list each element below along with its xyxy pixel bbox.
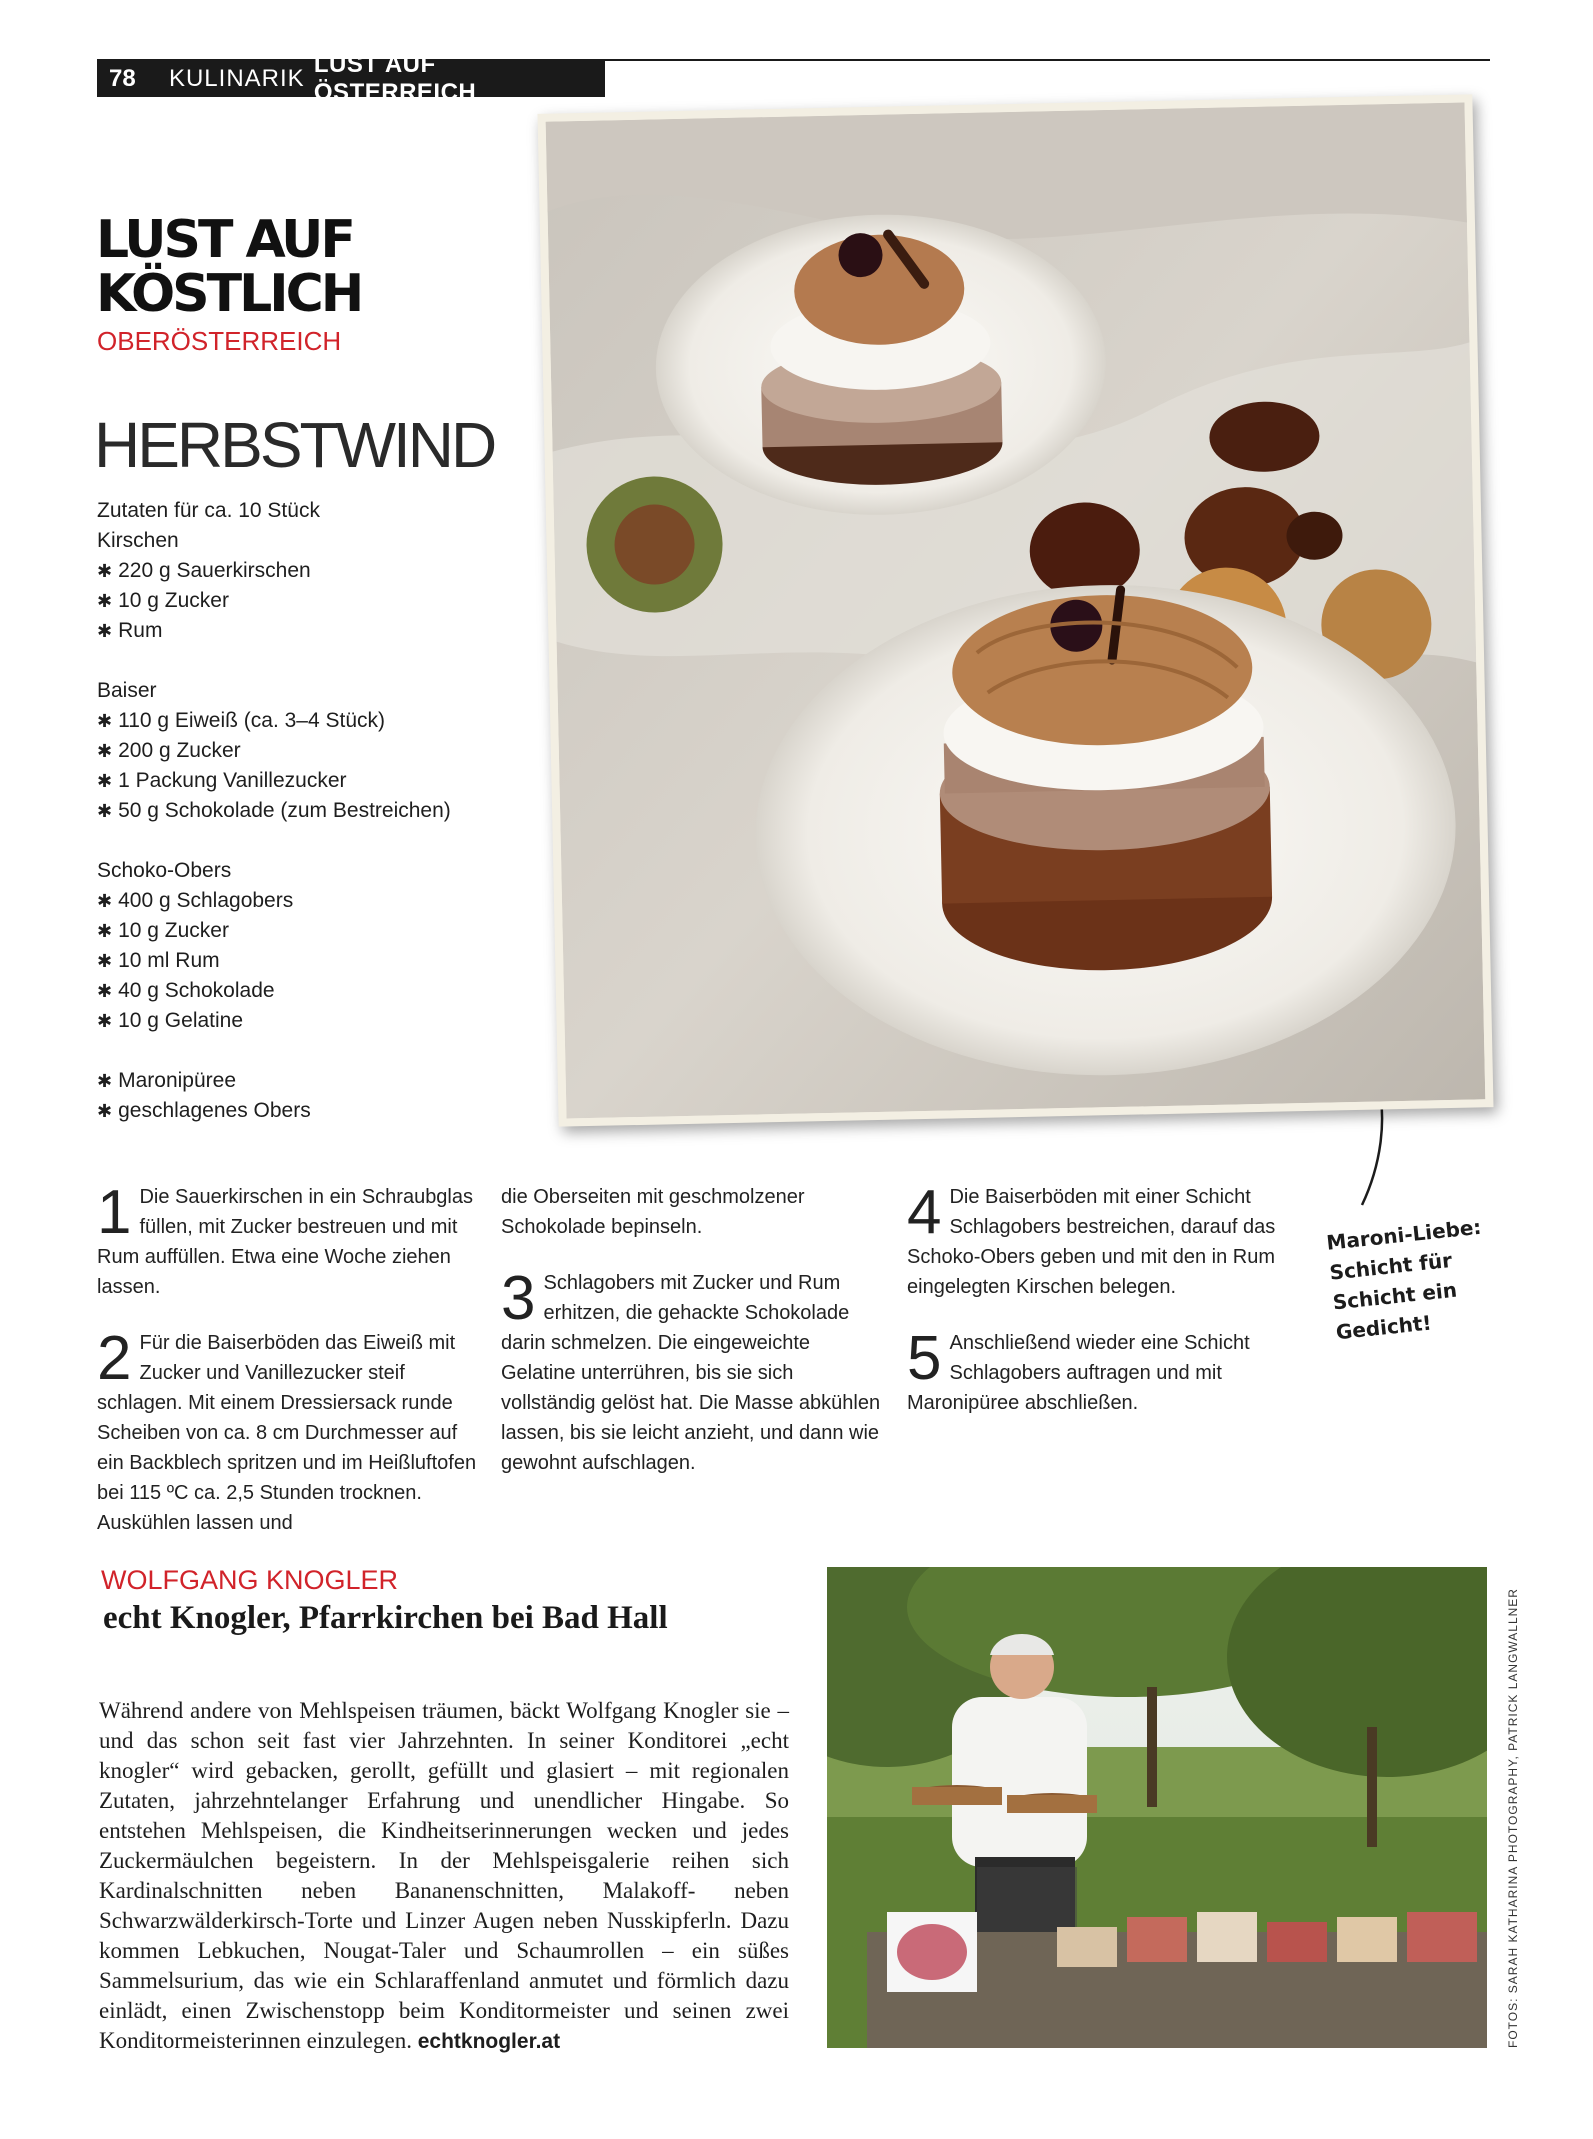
ingredient-item: ✱ Rum xyxy=(97,616,557,646)
step-text: Schlagobers mit Zucker und Rum erhitzen, die gehackte Schokolade darin schmelzen. Die eingeweichte Gelatine unterrühren, bis sie sich vollständig gelöst hat. Die Masse abkühlen lassen, bis sie leicht anzieht, und dann wie gewohnt aufschlagen. xyxy=(501,1272,881,1474)
ingredient-subheading: Schoko-Obers xyxy=(97,859,232,882)
title-line-2: KÖSTLICH xyxy=(96,264,362,324)
article-text: Während andere von Mehlspeisen träumen, bäckt Wolfgang Knogler sie – und das schon seit fast vier Jahrzehnten. In seiner Konditorei „echt knogler“ wird gebacken, gerollt, gefüllt und glasiert – mit regionalen Zutaten, jahrzehntelanger Erfahrung und unendlicher Hingabe. So entstehen Mehlspeisen, die Kindheitserinnerungen wecken und jedes Zuckermäulchen begeistern. In der Mehlspeisgalerie reihen sich Kardinalschnitten neben Bananenschnitten, Malakoff- neben Schwarzwälderkirsch-Torte und Linzer Augen neben Nusskipferln. Dazu kommen Lebkuchen, Nougat-Taler und Schaumrollen – ein süßes Sammelsurium, das wie ein Schlaraffenland anmutet und förmlich dazu einlädt, einen Zwischenstopp beim Konditormeister und seinen zwei Konditormeisterinnen einzulegen. xyxy=(99,1698,789,2053)
step-number: 5 xyxy=(907,1324,942,1393)
note-line: Gedicht! xyxy=(1334,1310,1433,1345)
note-line: Schicht ein xyxy=(1331,1277,1459,1315)
ingredient-subheading: Baiser xyxy=(97,679,157,702)
steps-column-2 xyxy=(501,1182,881,1504)
step-text: Anschließend wieder eine Schicht Schlagobers auftragen und mit Maronipüree abschließen. xyxy=(907,1332,1250,1414)
ingredients-list xyxy=(97,496,557,1156)
baker-photo xyxy=(827,1567,1487,2048)
author-name: WOLFGANG KNOGLER xyxy=(101,1565,399,1595)
photo-credit: FOTOS: SARAH KATHARINA PHOTOGRAPHY, PATRICK LANGWALLNER xyxy=(1506,1588,1520,2048)
ingredient-item: ✱ 110 g Eiweiß (ca. 3–4 Stück) xyxy=(97,706,557,736)
ingredient-item: ✱ 1 Packung Vanillezucker xyxy=(97,766,557,796)
step-text: Für die Baiserböden das Eiweiß mit Zucker und Vanillezucker steif schlagen. Mit einem Dressiersack runde Scheiben von ca. 8 cm Durchmesser auf ein Backblech spritzen und im Heißluftofen bei 115 ºC ca. 2,5 Stunden trocknen. Auskühlen lassen und xyxy=(97,1332,477,1534)
section-label: KULINARIK xyxy=(168,65,305,92)
ingredient-item: ✱ 400 g Schlagobers xyxy=(97,886,557,916)
recipe-step-continued xyxy=(501,1182,881,1242)
step-number: 2 xyxy=(97,1324,132,1393)
page-number: 78 xyxy=(109,65,136,92)
region-label: OBERÖSTERREICH xyxy=(97,326,342,356)
recipe-step xyxy=(907,1178,1282,1302)
ingredient-heading: Zutaten für ca. 10 Stück xyxy=(97,499,320,522)
dessert-photo xyxy=(537,94,1493,1126)
note-line: Schicht für xyxy=(1328,1247,1454,1285)
step-number: 1 xyxy=(97,1178,132,1247)
recipe-step xyxy=(501,1264,881,1478)
ingredient-group xyxy=(97,1066,557,1126)
recipe-name: HERBSTWIND xyxy=(94,409,495,481)
ingredient-item: ✱ 200 g Zucker xyxy=(97,736,557,766)
steps-column-1 xyxy=(97,1178,477,1564)
ingredient-group xyxy=(97,676,557,826)
step-text: Die Sauerkirschen in ein Schraubglas füllen, mit Zucker bestreuen und mit Rum auffüllen. Etwa eine Woche ziehen lassen. xyxy=(97,1186,473,1298)
note-line: Maroni-Liebe: xyxy=(1325,1214,1483,1255)
ingredient-item: ✱ geschlagenes Obers xyxy=(97,1096,557,1126)
step-number: 3 xyxy=(501,1264,536,1333)
recipe-step xyxy=(97,1324,477,1538)
page-title xyxy=(96,210,476,324)
ingredient-item: ✱ 10 g Zucker xyxy=(97,586,557,616)
step-number: 4 xyxy=(907,1178,942,1247)
header-bar xyxy=(97,51,605,106)
ingredient-item: ✱ 10 g Zucker xyxy=(97,916,557,946)
title-line-1: LUST AUF xyxy=(96,210,353,270)
handwritten-note xyxy=(1325,1210,1507,1347)
ingredient-group xyxy=(97,856,557,1036)
step-text: Die Baiserböden mit einer Schicht Schlagobers bestreichen, darauf das Schoko-Obers geben und mit den in Rum eingelegten Kirschen belegen. xyxy=(907,1186,1276,1298)
article-body xyxy=(99,1696,789,2057)
step-text: die Oberseiten mit geschmolzener Schokolade bepinseln. xyxy=(501,1186,805,1238)
ingredient-item: ✱ 40 g Schokolade xyxy=(97,976,557,1006)
steps-column-3 xyxy=(907,1178,1282,1444)
website-link[interactable]: echtknogler.at xyxy=(417,2030,561,2053)
business-name: echt Knogler, Pfarrkirchen bei Bad Hall xyxy=(103,1600,668,1636)
ingredient-item: ✱ 10 ml Rum xyxy=(97,946,557,976)
ingredient-group xyxy=(97,496,557,646)
dessert-photo-image xyxy=(546,102,1486,1118)
ingredient-item: ✱ 10 g Gelatine xyxy=(97,1006,557,1036)
ingredient-subheading: Kirschen xyxy=(97,529,179,552)
ingredient-item: ✱ 50 g Schokolade (zum Bestreichen) xyxy=(97,796,557,826)
ingredient-item: ✱ Maronipüree xyxy=(97,1066,557,1096)
recipe-step xyxy=(907,1324,1282,1418)
topic-label: LUST AUF ÖSTERREICH xyxy=(313,51,477,106)
baker-photo-image xyxy=(827,1567,1487,2048)
ingredient-item: ✱ 220 g Sauerkirschen xyxy=(97,556,557,586)
recipe-step xyxy=(97,1178,477,1302)
